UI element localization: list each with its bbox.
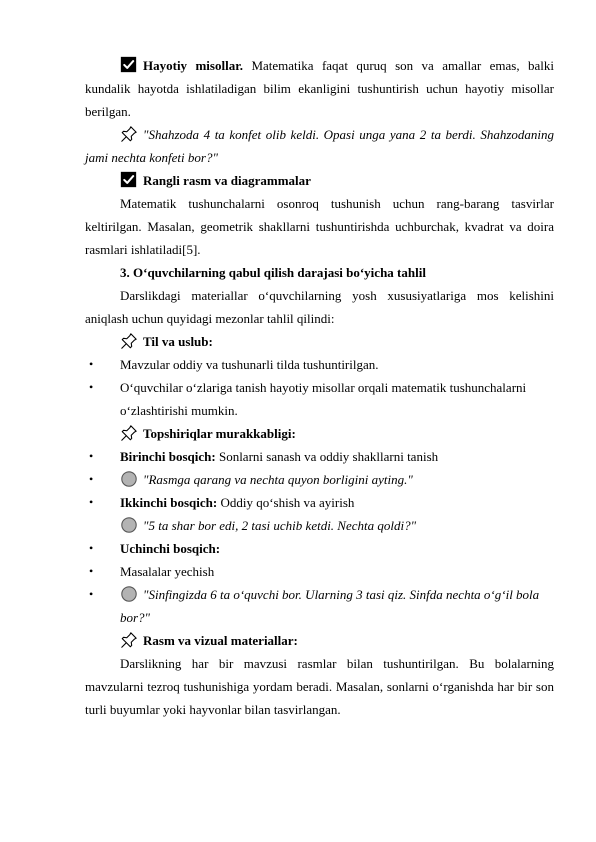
list-item: [85, 491, 554, 514]
list-item: [85, 468, 554, 491]
bullet-icon: •: [89, 472, 94, 486]
bullet-icon: •: [89, 380, 94, 394]
bullet-icon: •: [89, 564, 94, 578]
pushpin-icon: [120, 332, 138, 350]
stage-label: Ikkinchi bosqich:: [120, 495, 218, 510]
gray-circle-icon: [120, 516, 138, 534]
example-balloons: [85, 514, 554, 537]
list-item: [85, 583, 554, 629]
stage-text: Sonlarni sanash va oddiy shakllarni tanish: [215, 449, 439, 464]
list-item: [85, 376, 554, 422]
gray-circle-icon: [120, 470, 138, 488]
example-wrapper: [120, 587, 539, 625]
list-item: [85, 353, 554, 376]
section-heading-3: 3. O‘quvchilarning qabul qilish darajasi bo‘yicha tahlil: [120, 265, 426, 280]
bullet-icon: •: [89, 495, 94, 509]
paragraph-visual-materials: Darslikning har bir mavzusi rasmlar bilan tushuntirilgan. Bu bolalarning mavzularni tezroq tushunishiga yordam beradi. Masalan, sonlarni o‘rganishda har bir son turli buyumlar yoki hayvonlar bilan tasvirlangan.: [85, 656, 554, 717]
example-candy: [85, 123, 554, 169]
pushpin-icon: [120, 424, 138, 442]
stage-text: Masalalar yechish: [120, 564, 215, 579]
example-text: "Sinfingizda 6 ta o‘quvchi bor. Ularning 3 tasi qiz. Sinfda nechta o‘g‘il bola bor?": [120, 587, 540, 625]
stage-text: Oddiy qo‘shish va ayirish: [217, 495, 355, 510]
section-title: Rangli rasm va diagrammalar: [143, 173, 311, 188]
section-title: Hayotiy misollar.: [143, 58, 244, 73]
check-box-icon: [120, 171, 138, 189]
list-item: [85, 537, 554, 560]
criterion-language-style: [85, 330, 554, 353]
criterion-title: Til va uslub:: [143, 334, 213, 349]
example-text: "5 ta shar bor edi, 2 tasi uchib ketdi. Nechta qoldi?": [143, 518, 417, 533]
paragraph-colored-pictures: Matematik tushunchalarni osonroq tushunish uchun rang-barang tasvirlar keltirilgan. Masalan, geometrik shakllarni tushuntirishda uchburchak, kvadrat va doira rasmlari ishlatiladi[5].: [85, 196, 554, 257]
check-box-icon: [120, 56, 138, 74]
example-text: "Shahzoda 4 ta konfet olib keldi. Opasi unga yana 2 ta berdi. Shahzodaning jami nechta konfeti bor?": [85, 127, 554, 165]
section-real-life-examples: [85, 54, 554, 123]
section-colored-pictures: [85, 169, 554, 192]
gray-circle-icon: [120, 585, 138, 603]
stage-label: Birinchi bosqich:: [120, 449, 216, 464]
list-item-text: O‘quvchilar o‘zlariga tanish hayotiy misollar orqali matematik tushunchalarni o‘zlashtirishi mumkin.: [120, 380, 527, 418]
list-item-text: Mavzular oddiy va tushunarli tilda tushuntirilgan.: [120, 357, 379, 372]
bullet-icon: •: [89, 541, 94, 555]
criterion-title: Topshiriqlar murakkabligi:: [143, 426, 296, 441]
list-item: [85, 560, 554, 583]
criterion-title: Rasm va vizual materiallar:: [143, 633, 298, 648]
criterion-task-complexity: [85, 422, 554, 445]
stage-label: Uchinchi bosqich:: [120, 541, 221, 556]
list-item: [85, 445, 554, 468]
bullet-icon: •: [89, 587, 94, 601]
pushpin-icon: [120, 125, 138, 143]
pushpin-icon: [120, 631, 138, 649]
paragraph-text: Matematika faqat quruq son va amallar emas, balki kundalik hayotda ishlatiladigan bilim ekanligini tushuntirish uchun hayotiy misollar berilgan.: [85, 58, 555, 119]
bullet-icon: •: [89, 357, 94, 371]
example-text: "Rasmga qarang va nechta quyon borligini ayting.": [143, 472, 413, 487]
bullet-icon: •: [89, 449, 94, 463]
paragraph-criteria-intro: Darslikdagi materiallar o‘quvchilarning yosh xususiyatlariga mos kelishini aniqlash uchun quyidagi mezonlar tahlil qilindi:: [85, 288, 554, 326]
criterion-visual-materials: [85, 629, 554, 652]
page-content: [85, 54, 554, 721]
